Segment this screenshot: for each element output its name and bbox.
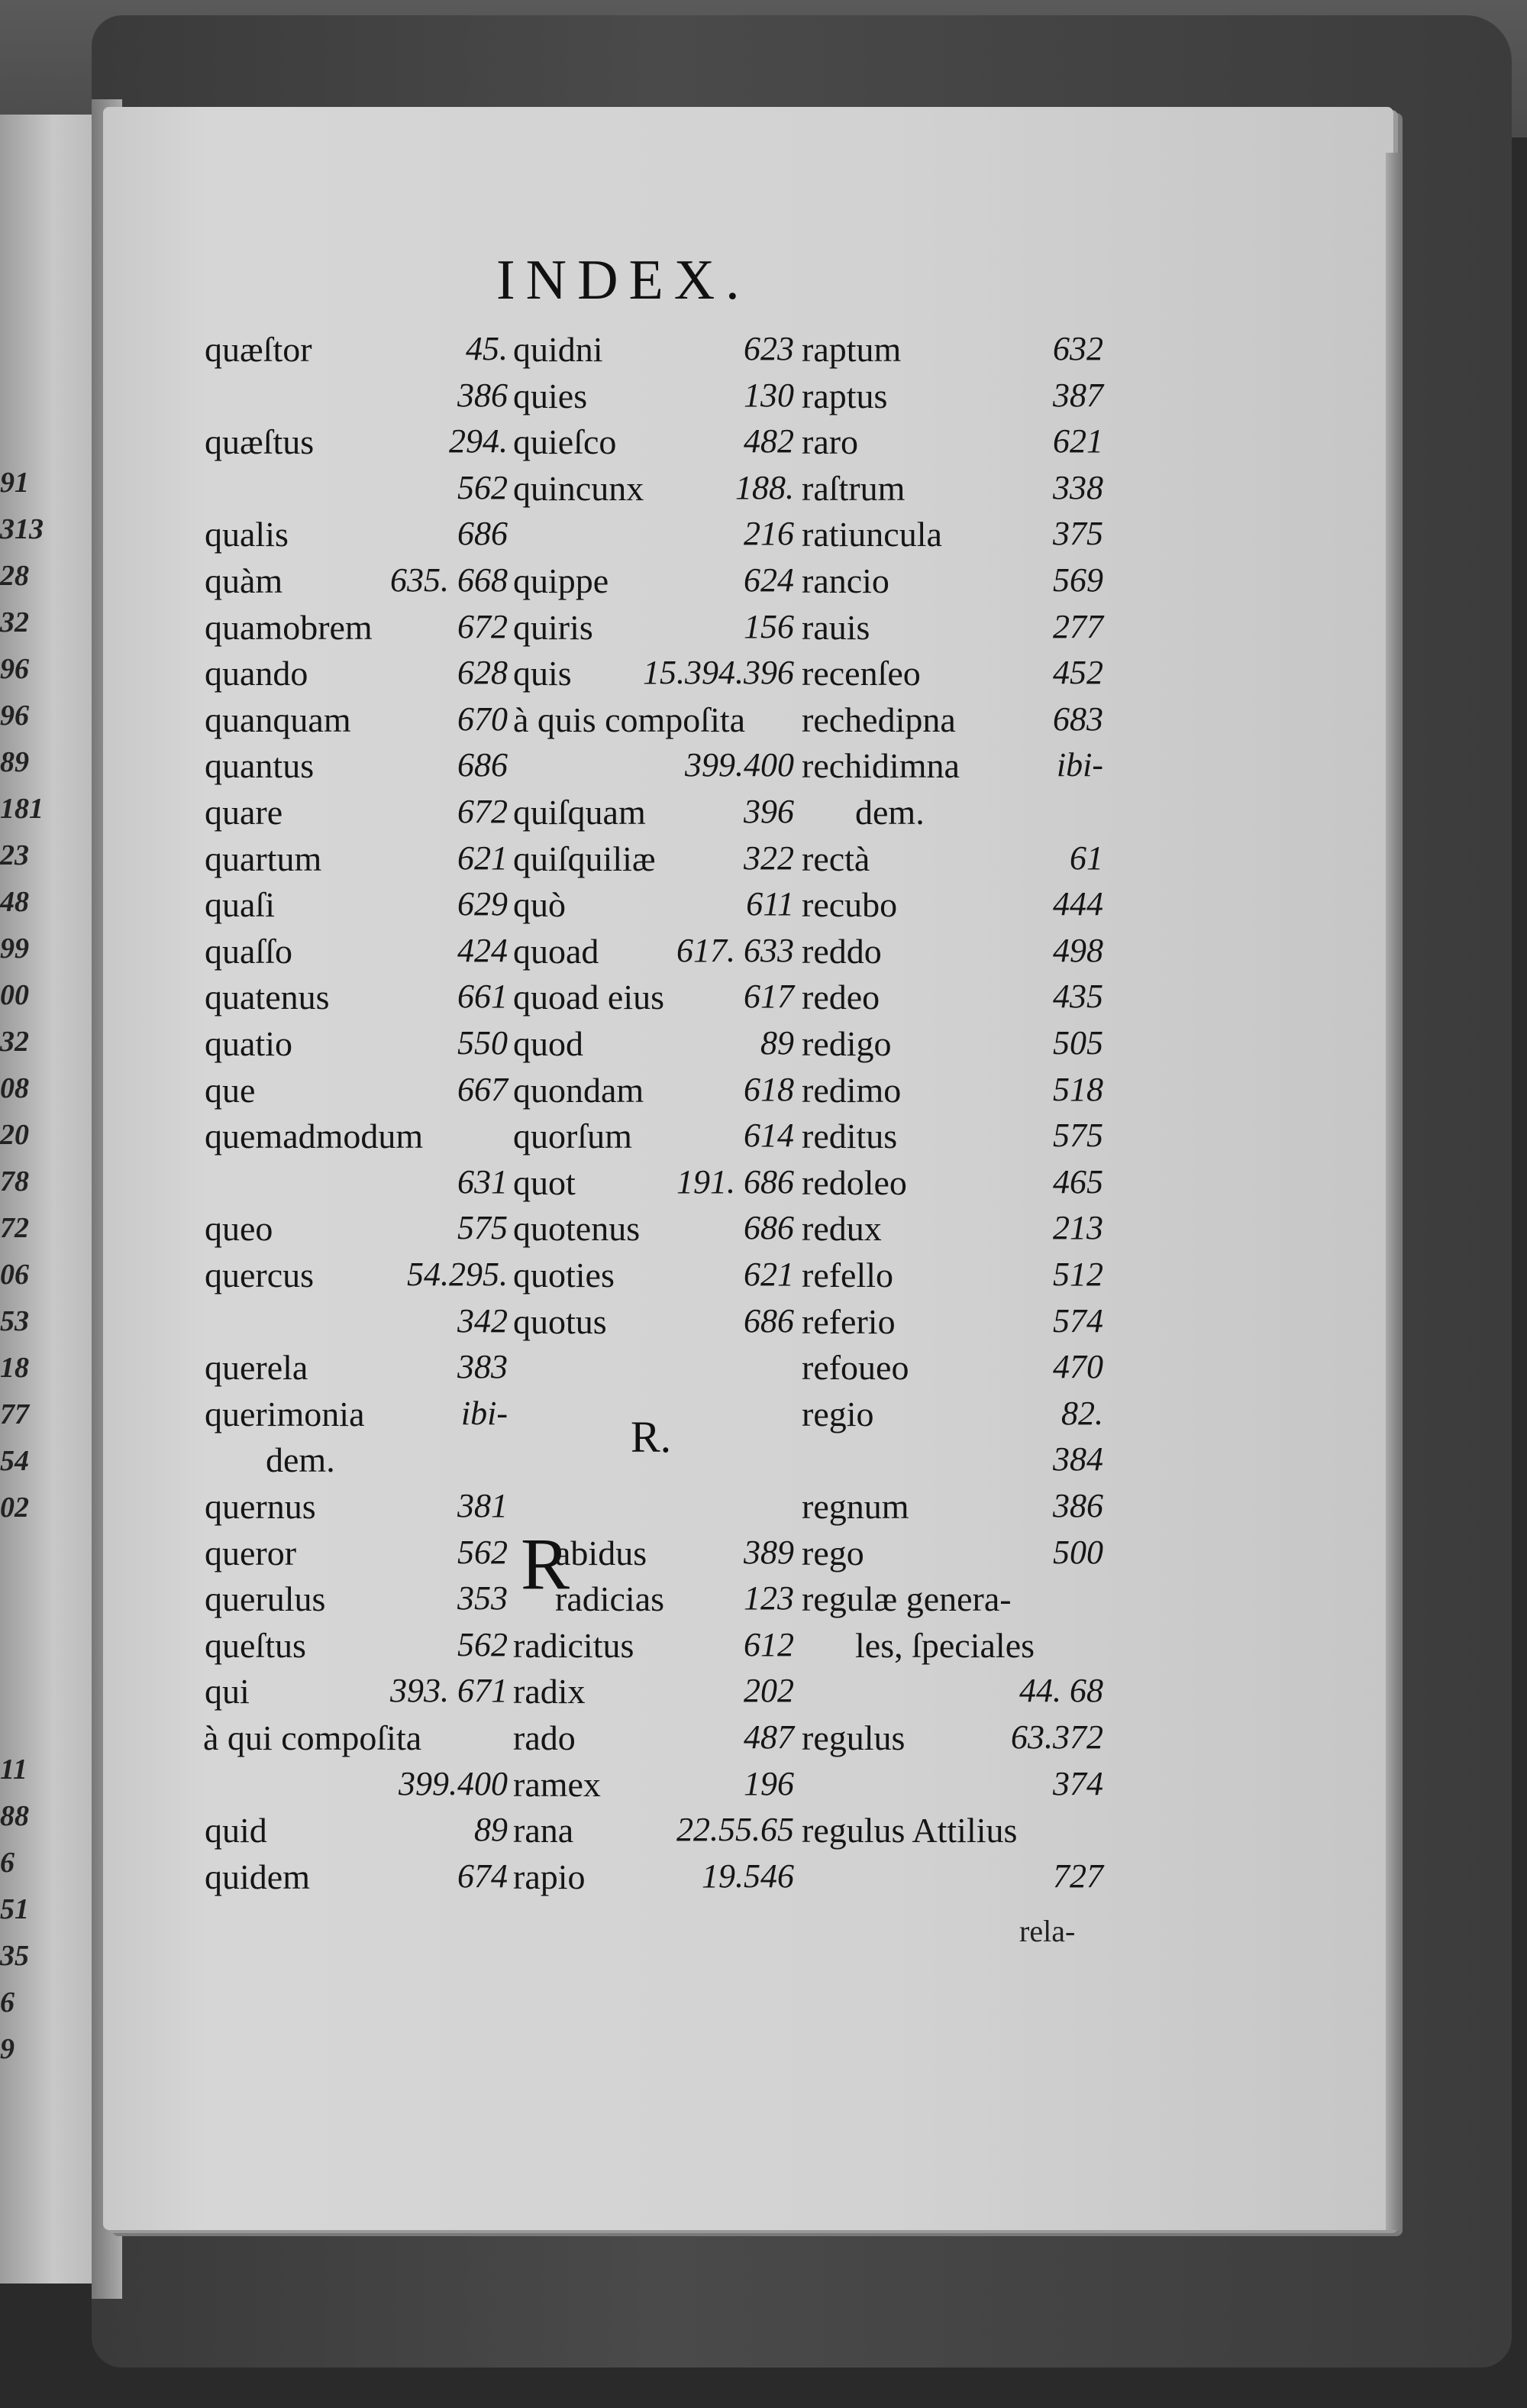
- col1-page-ref: 89: [474, 1811, 508, 1849]
- col1-term: queſtus: [205, 1625, 306, 1665]
- left-page-number: 96: [0, 653, 29, 685]
- col2-page-ref: 686: [744, 1209, 794, 1247]
- col1-term: quàm: [205, 561, 283, 600]
- left-page-number: 48: [0, 886, 29, 918]
- col2-page-ref: 624: [744, 561, 794, 599]
- col1-page-ref: 399.400: [399, 1764, 508, 1802]
- col1-page-ref: 575: [457, 1209, 508, 1247]
- col1-term: querulus: [205, 1579, 326, 1619]
- col3-term: redux: [802, 1209, 882, 1249]
- col1-page-ref: 562: [457, 1533, 508, 1571]
- col2-page-ref: 618: [744, 1070, 794, 1108]
- col1-page-ref: 629: [457, 885, 508, 923]
- col3-page-ref: 465: [1053, 1162, 1103, 1201]
- page-edge: [1386, 153, 1401, 2230]
- left-page-number: 6: [0, 1847, 15, 1879]
- col2-term: quoties: [513, 1256, 615, 1295]
- section-letter: R.: [631, 1412, 672, 1462]
- left-page-number: 99: [0, 932, 29, 965]
- col1-page-ref: 661: [457, 978, 508, 1016]
- col3-page-ref: 444: [1053, 885, 1103, 923]
- left-page-number: 06: [0, 1259, 29, 1291]
- col2-page-ref: 130: [744, 376, 794, 414]
- col3-page-ref: 63.372: [1011, 1718, 1103, 1756]
- left-page-number: 00: [0, 979, 29, 1011]
- col2-term: quò: [513, 885, 566, 925]
- col2-term: quot: [513, 1162, 576, 1202]
- col3-page-ref: 470: [1053, 1348, 1103, 1386]
- col3-term: recenſeo: [802, 654, 921, 693]
- col3-page-ref: 452: [1053, 654, 1103, 692]
- col1-term: quaſſo: [205, 931, 292, 971]
- col1-page-ref: 386: [457, 376, 508, 414]
- dropcap-letter: R: [521, 1523, 570, 1605]
- col3-page-ref: 632: [1053, 330, 1103, 367]
- col2-term: rana: [513, 1811, 574, 1850]
- col1-page-ref: 631: [457, 1162, 508, 1201]
- col1-term: quernus: [205, 1487, 316, 1526]
- col2-term: rapio: [513, 1857, 586, 1896]
- col2-term: à quis compoſita: [513, 700, 746, 739]
- col2-page-ref: 188.: [735, 468, 794, 506]
- col2-term: quondam: [513, 1070, 644, 1110]
- col1-page-ref: 686: [457, 746, 508, 784]
- col1-page-ref: 383: [457, 1348, 508, 1386]
- col3-term: regio: [802, 1394, 874, 1433]
- col3-page-ref: 338: [1053, 468, 1103, 506]
- col3-term: rauis: [802, 607, 870, 647]
- col2-page-ref: 389: [744, 1533, 794, 1571]
- col2-term: radicitus: [513, 1625, 634, 1665]
- col3-term: redimo: [802, 1070, 902, 1110]
- col3-page-ref: 727: [1053, 1857, 1103, 1895]
- col3-page-ref: 512: [1053, 1256, 1103, 1293]
- col1-page-ref: 670: [457, 700, 508, 738]
- col3-term: reditus: [802, 1117, 898, 1156]
- col1-term: querela: [205, 1348, 308, 1388]
- col2-page-ref: 216: [744, 515, 794, 553]
- col1-page-ref: 353: [457, 1579, 508, 1618]
- left-page-number: 02: [0, 1492, 29, 1524]
- catchword: rela-: [1019, 1914, 1076, 1948]
- col3-term: raptum: [802, 330, 902, 369]
- col3-page-ref: 384: [1053, 1440, 1103, 1479]
- col2-term: abidus: [555, 1533, 647, 1572]
- col1-page-ref: 54.295.: [407, 1256, 508, 1293]
- col3-term: rechidimna: [802, 746, 960, 786]
- col2-page-ref: 123: [744, 1579, 794, 1618]
- col2-term: radix: [513, 1672, 586, 1711]
- col3-page-ref: 213: [1053, 1209, 1103, 1247]
- col3-term: les, ſpeciales: [855, 1625, 1035, 1665]
- col3-term: redigo: [802, 1024, 892, 1063]
- col2-term: quippe: [513, 561, 609, 600]
- left-page-number: 54: [0, 1445, 29, 1477]
- col2-page-ref: 617. 633: [676, 931, 794, 969]
- col3-term: reddo: [802, 931, 882, 971]
- col1-term: quantus: [205, 746, 315, 786]
- col2-page-ref: 686: [744, 1301, 794, 1340]
- col1-term: querimonia: [205, 1394, 365, 1433]
- col2-page-ref: 396: [744, 793, 794, 830]
- left-page-number: 77: [0, 1398, 29, 1430]
- left-page-number: 23: [0, 839, 29, 871]
- col1-term: quidem: [205, 1857, 310, 1896]
- left-page-number: 6: [0, 1986, 15, 2019]
- col2-term: quincunx: [513, 468, 644, 508]
- col1-page-ref: 424: [457, 931, 508, 969]
- left-page-number: 51: [0, 1893, 29, 1925]
- left-page-number: 35: [0, 1940, 29, 1972]
- col3-term: dem.: [855, 793, 925, 832]
- col2-page-ref: 202: [744, 1672, 794, 1710]
- col3-term: refello: [802, 1256, 894, 1295]
- left-page-number: 32: [0, 606, 29, 638]
- col2-term: quoad eius: [513, 978, 665, 1017]
- col2-page-ref: 191. 686: [676, 1162, 794, 1201]
- col1-term: qualis: [205, 515, 289, 554]
- col1-term: quamobrem: [205, 607, 373, 647]
- col1-term: queo: [205, 1209, 273, 1249]
- col2-page-ref: 487: [744, 1718, 794, 1756]
- col3-term: redeo: [802, 978, 880, 1017]
- col1-term: que: [205, 1070, 256, 1110]
- col3-page-ref: 621: [1053, 422, 1103, 461]
- col2-page-ref: 623: [744, 330, 794, 367]
- col3-term: recubo: [802, 885, 898, 925]
- col3-term: raptus: [802, 376, 888, 415]
- col1-page-ref: 342: [457, 1301, 508, 1340]
- col2-term: quiris: [513, 607, 593, 647]
- col3-page-ref: 569: [1053, 561, 1103, 599]
- col1-term: quemadmodum: [205, 1117, 424, 1156]
- col1-page-ref: 562: [457, 1625, 508, 1663]
- col2-page-ref: 156: [744, 607, 794, 645]
- col2-term: rado: [513, 1718, 576, 1757]
- col2-page-ref: 322: [744, 839, 794, 877]
- col3-term: rego: [802, 1533, 864, 1572]
- col2-page-ref: 89: [760, 1024, 794, 1062]
- col3-term: regulæ genera-: [802, 1579, 1012, 1619]
- col2-term: quiſquam: [513, 793, 646, 832]
- col3-page-ref: 374: [1053, 1764, 1103, 1802]
- col1-term: quercus: [205, 1256, 315, 1295]
- col2-term: radicias: [555, 1579, 665, 1619]
- left-page-number: 18: [0, 1352, 29, 1384]
- col2-term: quiſquiliæ: [513, 839, 656, 878]
- col3-term: referio: [802, 1301, 896, 1341]
- col2-term: quorſum: [513, 1117, 632, 1156]
- col1-page-ref: 672: [457, 607, 508, 645]
- col1-term: quatio: [205, 1024, 292, 1063]
- col3-term: ratiuncula: [802, 515, 942, 554]
- col1-page-ref: 562: [457, 468, 508, 506]
- col1-page-ref: 393. 671: [390, 1672, 508, 1710]
- col1-page-ref: 674: [457, 1857, 508, 1895]
- col2-term: quotenus: [513, 1209, 641, 1249]
- col3-term: rancio: [802, 561, 889, 600]
- col1-term: quando: [205, 654, 308, 693]
- left-page-number: 53: [0, 1305, 29, 1337]
- col2-term: ramex: [513, 1764, 601, 1804]
- col2-page-ref: 15.394.396: [643, 654, 794, 692]
- col1-term: queror: [205, 1533, 297, 1572]
- col1-page-ref: 628: [457, 654, 508, 692]
- col1-page-ref: 294.: [449, 422, 508, 461]
- left-page-number: 96: [0, 700, 29, 732]
- col1-page-ref: 550: [457, 1024, 508, 1062]
- col3-term: rectà: [802, 839, 870, 878]
- col3-page-ref: 683: [1053, 700, 1103, 738]
- col3-term: refoueo: [802, 1348, 909, 1388]
- left-page-number: 28: [0, 560, 29, 592]
- col1-term: quare: [205, 793, 283, 832]
- left-page-number: 32: [0, 1026, 29, 1058]
- col2-page-ref: 611: [746, 885, 794, 923]
- left-page-number: 08: [0, 1072, 29, 1104]
- col3-term: regulus Attilius: [802, 1811, 1018, 1850]
- col1-term: quæſtus: [205, 422, 315, 462]
- col1-term: quartum: [205, 839, 322, 878]
- col3-page-ref: 435: [1053, 978, 1103, 1016]
- col1-page-ref: 635. 668: [390, 561, 508, 599]
- col3-page-ref: ibi-: [1056, 746, 1103, 784]
- col2-term: quidni: [513, 330, 603, 369]
- col1-term: qui: [205, 1672, 250, 1711]
- col1-page-ref: 686: [457, 515, 508, 553]
- col3-page-ref: 277: [1053, 607, 1103, 645]
- page-title: INDEX.: [496, 249, 751, 312]
- col2-term: quieſco: [513, 422, 617, 462]
- col3-term: raſtrum: [802, 468, 906, 508]
- left-page-number: 20: [0, 1119, 29, 1151]
- col2-page-ref: 612: [744, 1625, 794, 1663]
- left-page-number: 313: [0, 513, 44, 545]
- col2-term: quis: [513, 654, 572, 693]
- col3-term: redoleo: [802, 1162, 907, 1202]
- left-page-number: 9: [0, 2033, 15, 2065]
- col3-page-ref: 82.: [1061, 1394, 1103, 1432]
- col3-page-ref: 505: [1053, 1024, 1103, 1062]
- col3-page-ref: 518: [1053, 1070, 1103, 1108]
- col2-page-ref: 196: [744, 1764, 794, 1802]
- col2-page-ref: 19.546: [702, 1857, 794, 1895]
- left-page-number: 11: [0, 1753, 27, 1786]
- col2-page-ref: 482: [744, 422, 794, 461]
- col1-term: quaſi: [205, 885, 275, 925]
- left-page-number: 91: [0, 467, 29, 499]
- col1-page-ref: 45.: [466, 330, 508, 367]
- left-page-number: 72: [0, 1212, 29, 1244]
- col1-page-ref: 621: [457, 839, 508, 877]
- col1-term: quanquam: [205, 700, 351, 739]
- col3-page-ref: 61: [1070, 839, 1103, 877]
- col1-page-ref: 672: [457, 793, 508, 830]
- left-page-number: 88: [0, 1800, 29, 1832]
- col3-term: rechedipna: [802, 700, 956, 739]
- col3-page-ref: 375: [1053, 515, 1103, 553]
- left-page-number: 181: [0, 793, 44, 825]
- col3-page-ref: 574: [1053, 1301, 1103, 1340]
- col2-term: quod: [513, 1024, 583, 1063]
- col2-page-ref: 22.55.65: [676, 1811, 794, 1849]
- col1-page-ref: ibi-: [460, 1394, 508, 1432]
- col3-term: regnum: [802, 1487, 909, 1526]
- col2-term: quies: [513, 376, 588, 415]
- col1-page-ref: 381: [457, 1487, 508, 1524]
- col1-term: dem.: [266, 1440, 335, 1480]
- left-page-number: 89: [0, 746, 29, 778]
- col1-term: quid: [205, 1811, 267, 1850]
- col1-term: quæſtor: [205, 330, 312, 369]
- col1-page-ref: 667: [457, 1070, 508, 1108]
- col3-page-ref: 386: [1053, 1487, 1103, 1524]
- col2-page-ref: 621: [744, 1256, 794, 1293]
- col3-page-ref: 575: [1053, 1117, 1103, 1155]
- col3-page-ref: 498: [1053, 931, 1103, 969]
- col3-page-ref: 500: [1053, 1533, 1103, 1571]
- col2-page-ref: 617: [744, 978, 794, 1016]
- col1-term: à qui compoſita: [203, 1718, 422, 1757]
- col2-term: quoad: [513, 931, 599, 971]
- col2-page-ref: 399.400: [685, 746, 794, 784]
- col3-page-ref: 387: [1053, 376, 1103, 414]
- col2-term: quotus: [513, 1301, 607, 1341]
- col1-term: quatenus: [205, 978, 330, 1017]
- left-page-number: 78: [0, 1165, 29, 1198]
- col3-page-ref: 44. 68: [1019, 1672, 1103, 1710]
- col3-term: regulus: [802, 1718, 906, 1757]
- col2-page-ref: 614: [744, 1117, 794, 1155]
- col3-term: raro: [802, 422, 859, 462]
